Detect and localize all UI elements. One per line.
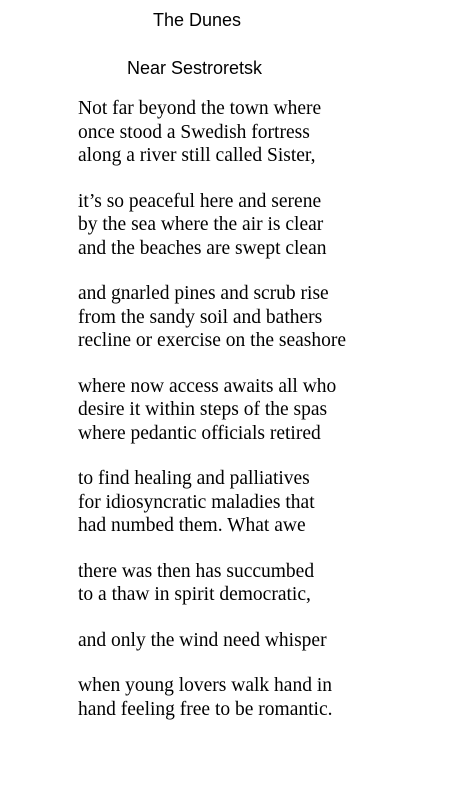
poem-line: when young lovers walk hand in (78, 675, 332, 696)
poem-line: there was then has succumbed (78, 560, 315, 582)
poem-title: The Dunes (153, 10, 242, 30)
poem-line: and only the wind need whisper (78, 629, 327, 651)
stanza (78, 560, 458, 607)
stanza (78, 467, 458, 538)
poem-line: and the beaches are swept clean (78, 237, 327, 259)
poem-line: once stood a Swedish fortress (78, 121, 310, 143)
stanza (78, 674, 458, 721)
poem-line: desire it within steps of the spas (78, 399, 328, 420)
poem-line: where now access awaits all who (78, 375, 337, 397)
poem-line: recline or exercise on the seashore (78, 330, 346, 351)
poem-line: where pedantic officials retired (78, 422, 321, 444)
stanza (78, 190, 458, 261)
poem-line: to find healing and palliatives (78, 468, 310, 489)
poem-line: hand feeling free to be romantic. (78, 698, 333, 720)
poem-line: by the sea where the air is clear (78, 214, 324, 235)
poem-line: and gnarled pines and scrub rise (78, 283, 329, 304)
stanza (78, 375, 458, 446)
poem-line: to a thaw in spirit democratic, (78, 584, 311, 605)
stanza (78, 282, 458, 353)
poem-body (78, 97, 458, 743)
poem-line: had numbed them. What awe (78, 515, 306, 536)
stanza (78, 97, 458, 168)
poem-line: it’s so peaceful here and serene (78, 190, 322, 212)
poem-line: along a river still called Sister, (78, 145, 316, 166)
poem-line: Not far beyond the town where (78, 98, 322, 119)
poem-line: for idiosyncratic maladies that (78, 491, 315, 513)
poem-line: from the sandy soil and bathers (78, 306, 323, 328)
poem-subtitle: Near Sestroretsk (127, 58, 263, 78)
stanza (78, 629, 458, 653)
